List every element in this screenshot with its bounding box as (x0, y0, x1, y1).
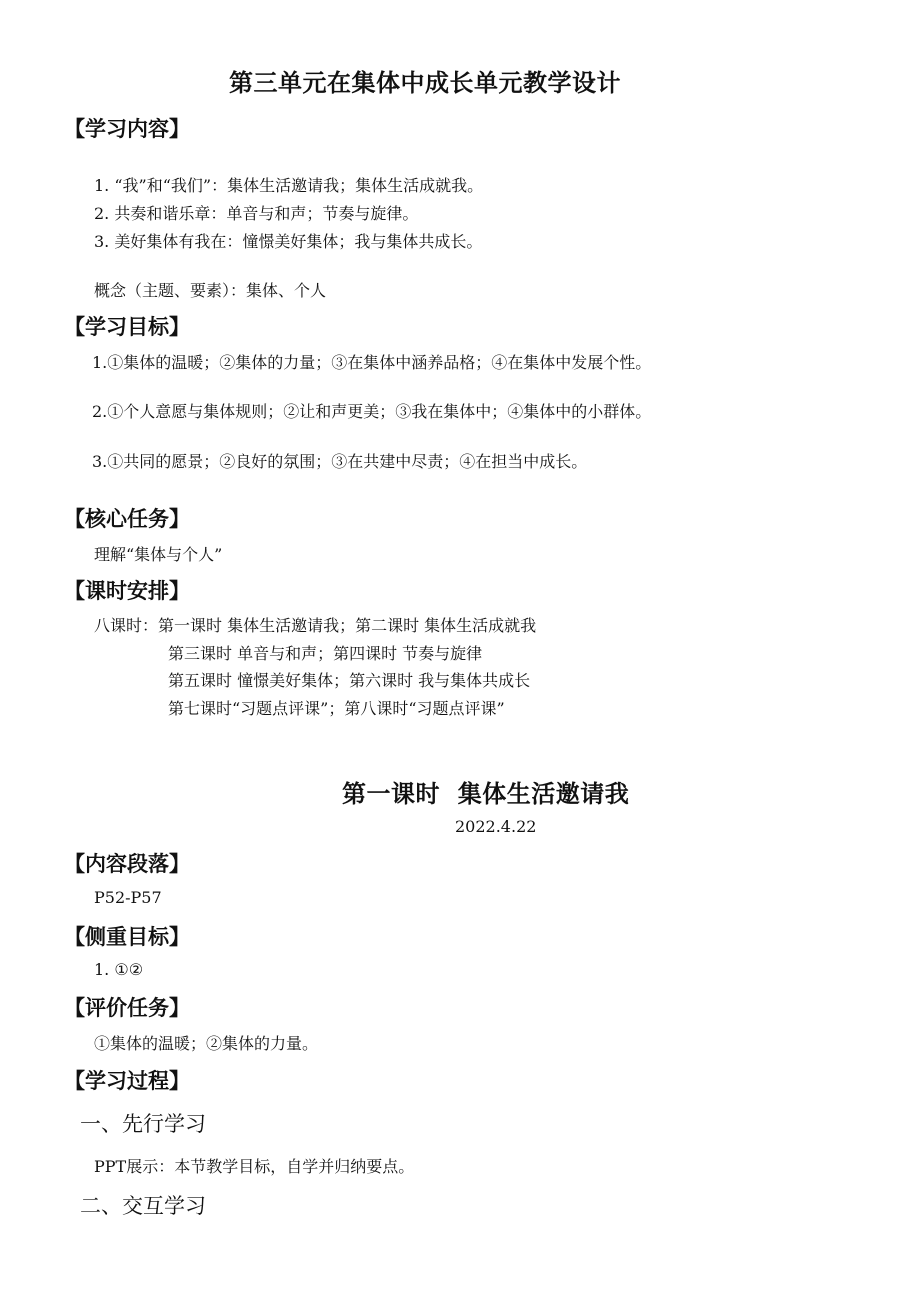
content-item-2: 2. 共奏和谐乐章：单音与和声；节奏与旋律。 (94, 204, 419, 223)
evaluation-task-text: ①集体的温暖；②集体的力量。 (94, 1034, 319, 1053)
section-heading-learning-goals: 【学习目标】 (64, 315, 190, 339)
goal-item-1: 1.①集体的温暖；②集体的力量；③在集体中涵养品格；④在集体中发展个性。 (92, 353, 652, 372)
goal-item-2: 2.①个人意愿与集体规则；②让和声更美；③我在集体中；④集体中的小群体。 (92, 402, 652, 421)
section-heading-content-section: 【内容段落】 (64, 852, 190, 876)
step-heading-1: 一、先行学习 (80, 1112, 206, 1136)
step-heading-2: 二、交互学习 (80, 1194, 206, 1218)
content-section-text: P52-P57 (94, 888, 162, 907)
content-item-1: 1. “我”和“我们”：集体生活邀请我；集体生活成就我。 (94, 176, 484, 195)
focus-goals-text: 1. ①② (94, 960, 144, 979)
section-heading-core-task: 【核心任务】 (64, 507, 190, 531)
schedule-line-4: 第七课时“习题点评课”；第八课时“习题点评课” (168, 699, 505, 718)
schedule-line-1: 八课时：第一课时 集体生活邀请我；第二课时 集体生活成就我 (94, 616, 537, 635)
lesson-title: 第一课时 集体生活邀请我 (342, 780, 630, 808)
section-heading-learning-process: 【学习过程】 (64, 1069, 190, 1093)
page-title: 第三单元在集体中成长单元教学设计 (229, 69, 621, 97)
goal-item-3: 3.①共同的愿景；②良好的氛围；③在共建中尽责；④在担当中成长。 (92, 452, 588, 471)
section-heading-schedule: 【课时安排】 (64, 579, 190, 603)
step-1-text: PPT展示：本节教学目标，自学并归纳要点。 (94, 1157, 415, 1176)
lesson-date: 2022.4.22 (455, 817, 537, 836)
core-task-text: 理解“集体与个人” (94, 545, 223, 564)
concept-line: 概念（主题、要素）：集体、个人 (94, 281, 327, 300)
content-item-3: 3. 美好集体有我在：憧憬美好集体；我与集体共成长。 (94, 232, 483, 251)
section-heading-focus-goals: 【侧重目标】 (64, 925, 190, 949)
schedule-line-3: 第五课时 憧憬美好集体；第六课时 我与集体共成长 (168, 671, 531, 690)
section-heading-learning-content: 【学习内容】 (64, 117, 190, 141)
schedule-line-2: 第三课时 单音与和声；第四课时 节奏与旋律 (168, 644, 483, 663)
section-heading-evaluation-task: 【评价任务】 (64, 996, 190, 1020)
